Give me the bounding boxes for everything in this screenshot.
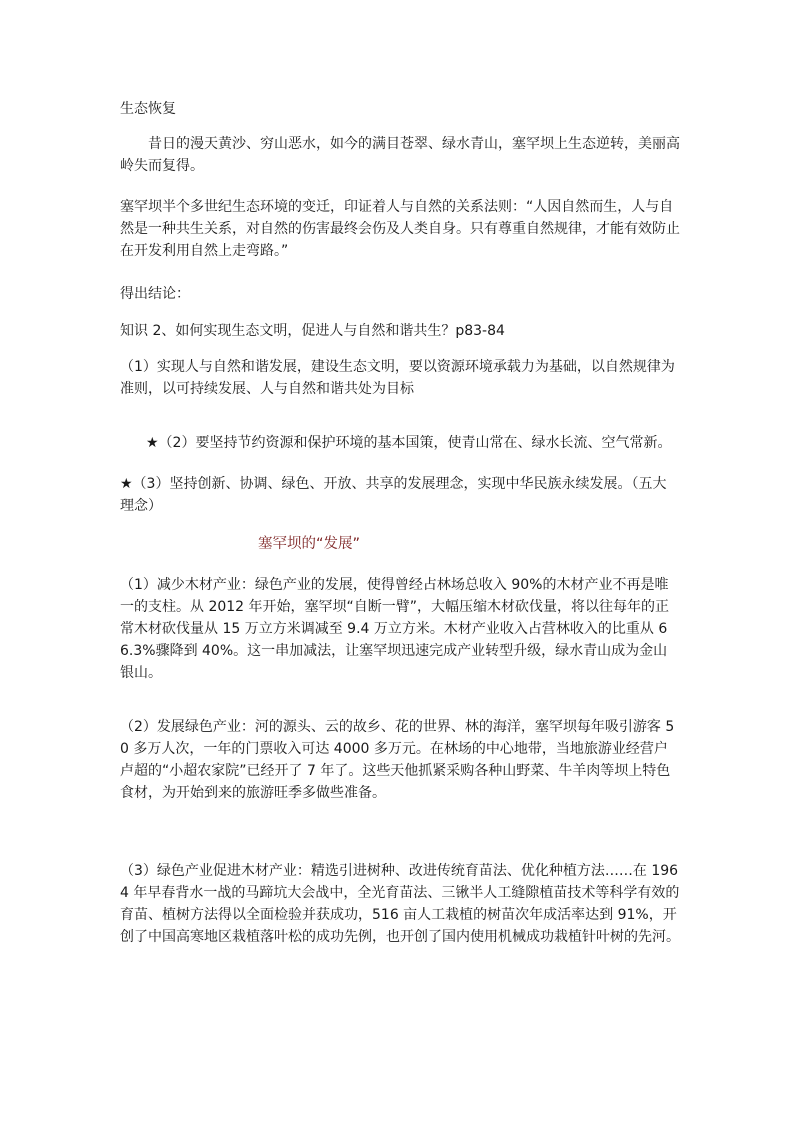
knowledge-point-2: ★（2）要坚持节约资源和保护环境的基本国策，使青山常在、绿水长流、空气常新。 (146, 435, 672, 451)
knowledge-point-3: ★（3）坚持创新、协调、绿色、开放、共享的发展理念，实现中华民族永续发展。（五大理念） (120, 476, 667, 514)
conclusion-label: 得出结论： (120, 286, 190, 302)
paragraph-past-and-present: 昔日的漫天黄沙、穷山恶水，如今的满目苍翠、绿水青山，塞罕坝上生态逆转，美丽高岭失而复得。 (120, 136, 680, 174)
knowledge-2-question: 知识 2、如何实现生态文明，促进人与自然和谐共生？p83-84 (120, 323, 505, 339)
development-item-2: （2）发展绿色产业：河的源头、云的故乡、花的世界、林的海洋，塞罕坝每年吸引游客 50 多万人次，一年的门票收入可达 4000 多万元。在林场的中心地带，当地旅游业经营户卢超的“小超农家院”已经开了 7 年了。这些天他抓紧采购各种山野菜、牛羊肉等坝上特色食材，为开始到来的旅游旺季多做些准备。 (120, 719, 675, 801)
knowledge-point-1: （1）实现人与自然和谐发展，建设生态文明，要以资源环境承载力为基础，以自然规律为准则，以可持续发展、人与自然和谐共处为目标 (120, 359, 675, 397)
paragraph-nature-law: 塞罕坝半个多世纪生态环境的变迁，印证着人与自然的关系法则：“人因自然而生，人与自然是一种共生关系，对自然的伤害最终会伤及人类自身。只有尊重自然规律，才能有效防止在开发利用自然上走弯路。” (120, 199, 680, 259)
development-item-1: （1）减少木材产业：绿色产业的发展，使得曾经占林场总收入 90%的木材产业不再是唯一的支柱。从 2012 年开始，塞罕坝“自断一臂”，大幅压缩木材砍伐量，将以往每年的正常木材砍伐量从 15 万立方米调减至 9.4 万立方米。木材产业收入占营林收入的比重从 66.3%骤降到 40%。这一串加减法，让塞罕坝迅速完成产业转型升级，绿水青山成为金山银山。 (120, 577, 670, 681)
heading-ecological-restoration: 生态恢复 (120, 101, 176, 117)
section-title-development: 塞罕坝的“发展” (258, 536, 361, 552)
development-item-3: （3）绿色产业促进木材产业：精选引进树种、改进传统育苗法、优化种植方法……在 1964 年早春背水一战的马蹄坑大会战中，全光育苗法、三锹半人工缝隙植苗技术等科学有效的育苗、植树方法得以全面检验并获成功，516 亩人工栽植的树苗次年成活率达到 91%，开创了中国高寒地区栽植落叶松的成功先例，也开创了国内使用机械成功栽植针叶树的先河。 (120, 863, 680, 945)
